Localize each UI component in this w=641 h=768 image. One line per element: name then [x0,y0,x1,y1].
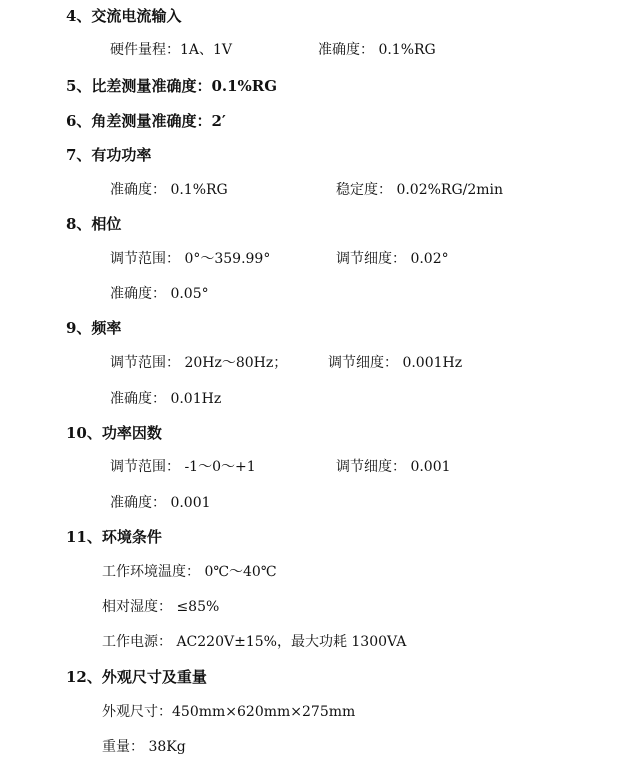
section-heading-frequency: 9、频率 [66,319,122,337]
active-power-stability-text: 稳定度： 0.02%RG/2min [336,182,504,198]
section-heading-ac-current-input: 4、交流电流输入 [66,7,182,25]
frequency-accuracy-text: 准确度： 0.01Hz [110,391,222,407]
power-supply-text: 工作电源： AC220V±15%，最大功耗 1300VA [102,634,407,650]
dimensions-text: 外观尺寸：450mm×620mm×275mm [102,704,356,720]
section-heading-angle-accuracy: 6、角差测量准确度：2′ [66,112,226,130]
section-heading-environment: 11、环境条件 [66,528,162,546]
frequency-range-text: 调节范围： 20Hz～80Hz； [110,355,288,371]
power-factor-resolution-text: 调节细度： 0.001 [336,459,451,475]
phase-accuracy-text: 准确度： 0.05° [110,286,209,302]
operating-temperature-text: 工作环境温度： 0℃～40℃ [102,564,277,580]
section-heading-ratio-accuracy: 5、比差测量准确度：0.1%RG [66,77,278,95]
weight-text: 重量： 38Kg [102,739,186,755]
hardware-range-text: 硬件量程：1A、1V [110,42,233,58]
relative-humidity-text: 相对湿度： ≤85% [102,599,220,615]
section-heading-phase: 8、相位 [66,215,122,233]
active-power-accuracy-text: 准确度： 0.1%RG [110,182,228,198]
section-heading-dimensions-weight: 12、外观尺寸及重量 [66,668,207,686]
phase-resolution-text: 调节细度： 0.02° [336,251,449,267]
frequency-resolution-text: 调节细度： 0.001Hz [328,355,463,371]
phase-range-text: 调节范围： 0°～359.99° [110,251,271,267]
power-factor-range-text: 调节范围： -1～0～+1 [110,459,256,475]
power-factor-accuracy-text: 准确度： 0.001 [110,495,211,511]
ac-current-accuracy-text: 准确度： 0.1%RG [318,42,436,58]
section-heading-active-power: 7、有功功率 [66,146,152,164]
section-heading-power-factor: 10、功率因数 [66,424,162,442]
